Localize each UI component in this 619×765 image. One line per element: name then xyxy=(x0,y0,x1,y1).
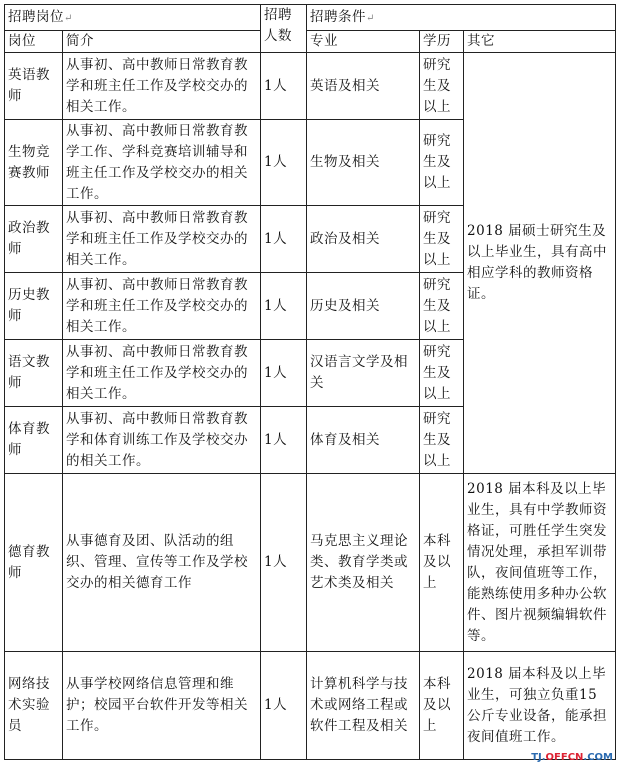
other-cell: 2018 届本科及以上毕业生，可独立负重15 公斤专业设备，能承担夜间值班工作。 xyxy=(464,652,616,760)
major-cell: 汉语言文学及相关 xyxy=(307,340,420,407)
position-cell: 德育教师 xyxy=(5,474,63,652)
header-row-1 xyxy=(5,5,616,31)
brief-cell: 从事初、高中教师日常教育教学和班主任工作及学校交办的相关工作。 xyxy=(63,53,261,120)
table-row xyxy=(5,53,616,120)
count-cell: 1人 xyxy=(261,206,307,273)
table-row xyxy=(5,652,616,760)
edu-cell: 研究生及以上 xyxy=(420,407,464,474)
brief-cell: 从事初、高中教师日常教育教学和体育训练工作及学校交办的相关工作。 xyxy=(63,407,261,474)
brief-cell: 从事初、高中教师日常教育教学工作、学科竞赛培训辅导和班主任工作及学校交办的相关工作。 xyxy=(63,120,261,206)
count-cell: 1人 xyxy=(261,474,307,652)
position-cell: 政治教师 xyxy=(5,206,63,273)
major-cell: 历史及相关 xyxy=(307,273,420,340)
position-cell: 语文教师 xyxy=(5,340,63,407)
group-position-label: 招聘岗位 xyxy=(8,8,64,25)
edu-cell: 研究生及以上 xyxy=(420,53,464,120)
count-cell: 1人 xyxy=(261,273,307,340)
other-merged-cell: 2018 届硕士研究生及以上毕业生，具有高中相应学科的教师资格证。 xyxy=(464,53,616,474)
watermark-suffix: .COM xyxy=(583,752,613,763)
header-group-position: 招聘岗位↵ xyxy=(5,5,261,31)
brief-cell: 从事初、高中教师日常教育教学和班主任工作及学校交办的相关工作。 xyxy=(63,273,261,340)
position-cell: 网络技术实验员 xyxy=(5,652,63,760)
major-cell: 生物及相关 xyxy=(307,120,420,206)
count-cell: 1人 xyxy=(261,53,307,120)
brief-cell: 从事初、高中教师日常教育教学和班主任工作及学校交办的相关工作。 xyxy=(63,340,261,407)
header-edu: 学历 xyxy=(420,31,464,53)
major-cell: 马克思主义理论类、教育学类或艺术类及相关 xyxy=(307,474,420,652)
header-other: 其它 xyxy=(464,31,616,53)
header-position: 岗位 xyxy=(5,31,63,53)
position-cell: 英语教师 xyxy=(5,53,63,120)
header-major: 专业 xyxy=(307,31,420,53)
edu-cell: 研究生及以上 xyxy=(420,120,464,206)
major-cell: 体育及相关 xyxy=(307,407,420,474)
count-cell: 1人 xyxy=(261,340,307,407)
brief-cell: 从事德育及团、队活动的组织、管理、宣传等工作及学校交办的相关德育工作 xyxy=(63,474,261,652)
brief-cell: 从事学校网络信息管理和维护；校园平台软件开发等相关工作。 xyxy=(63,652,261,760)
count-cell: 1人 xyxy=(261,407,307,474)
watermark-brand: OFFCN xyxy=(545,752,584,763)
header-row-2 xyxy=(5,31,616,53)
edu-cell: 研究生及以上 xyxy=(420,273,464,340)
edu-cell: 研究生及以上 xyxy=(420,340,464,407)
edu-cell: 本科及以上 xyxy=(420,652,464,760)
group-conditions-label: 招聘条件 xyxy=(310,8,367,25)
major-cell: 英语及相关 xyxy=(307,53,420,120)
count-cell: 1人 xyxy=(261,652,307,760)
edu-cell: 研究生及以上 xyxy=(420,206,464,273)
position-cell: 体育教师 xyxy=(5,407,63,474)
watermark-logo xyxy=(531,752,613,763)
table-row xyxy=(5,474,616,652)
major-cell: 政治及相关 xyxy=(307,206,420,273)
position-cell: 历史教师 xyxy=(5,273,63,340)
edu-cell: 本科及以上 xyxy=(420,474,464,652)
position-cell: 生物竞赛教师 xyxy=(5,120,63,206)
watermark-prefix: TJ. xyxy=(531,752,546,763)
recruitment-table xyxy=(4,4,616,760)
major-cell: 计算机科学与技术或网络工程或软件工程及相关 xyxy=(307,652,420,760)
header-brief: 简介 xyxy=(63,31,261,53)
header-count: 招聘人数 xyxy=(261,5,307,53)
header-group-conditions: 招聘条件↵ xyxy=(307,5,616,31)
other-cell: 2018 届本科及以上毕业生，具有中学教师资格证，可胜任学生突发情况处理，承担军训带队，夜间值班等工作，能熟练使用多种办公软件、图片视频编辑软件等。 xyxy=(464,474,616,652)
count-cell: 1人 xyxy=(261,120,307,206)
brief-cell: 从事初、高中教师日常教育教学和班主任工作及学校交办的相关工作。 xyxy=(63,206,261,273)
